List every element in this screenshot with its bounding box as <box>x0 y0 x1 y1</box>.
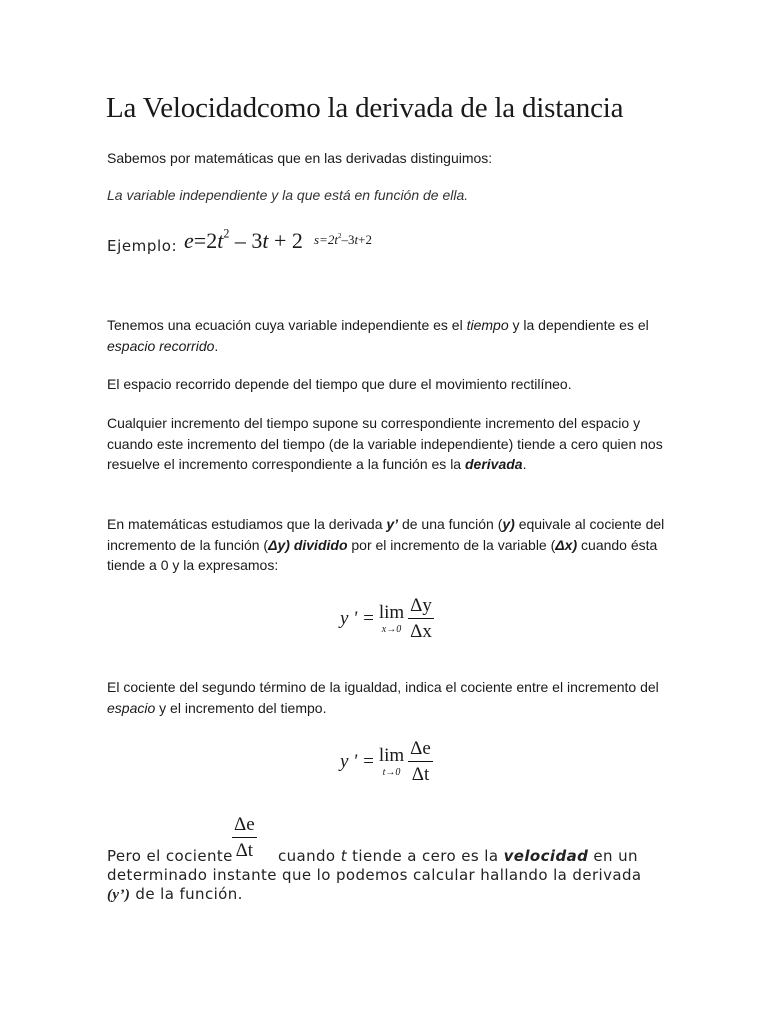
formula1-limit <box>379 603 404 635</box>
paragraph-math <box>107 514 667 576</box>
paragraph-quotient <box>107 677 667 718</box>
p3-end: . <box>214 337 219 354</box>
page-title: La Velocidadcomo la derivada de la distancia <box>106 92 624 124</box>
paragraph-intro: Sabemos por matemáticas que en las derivadas distinguimos: <box>107 150 493 166</box>
eq-lhs: e <box>184 228 194 253</box>
paragraph-depends: El espacio recorrido depende del tiempo que dure el movimiento rectilíneo. <box>107 376 572 392</box>
p3-text2: y la dependiente es el <box>508 317 649 333</box>
eq-small-text: s=2 <box>314 232 335 247</box>
eq-small-var2: t <box>354 232 359 247</box>
inline-num: Δe <box>234 814 255 835</box>
p6-text2: de una función ( <box>398 516 503 532</box>
example-label: Ejemplo: <box>107 237 178 255</box>
formula1-sub: x→0 <box>381 623 402 635</box>
p8-end: de la función. <box>130 885 243 903</box>
eq-small-term: –3 <box>341 232 355 247</box>
p3-tiempo: tiempo <box>466 317 509 333</box>
formula2-lim: lim <box>378 744 405 766</box>
p8-t: t <box>340 847 347 865</box>
p7-espacio: espacio <box>107 699 156 716</box>
eq-small-var: t <box>334 232 338 247</box>
paragraph-increment <box>107 413 667 475</box>
formula2-num: Δe <box>410 738 431 759</box>
p7-end: y el incremento del tiempo. <box>155 699 327 716</box>
p8-velocidad: velocidad <box>503 847 589 865</box>
p6-end: cuando ésta tiende a 0 y la expresamos: <box>107 536 658 573</box>
p3-text: Tenemos una ecuación cuya variable independiente es el <box>107 317 467 333</box>
formula2-sub: t→0 <box>382 766 401 778</box>
eq-exp: 2 <box>223 226 230 241</box>
limit-formula-t <box>340 739 433 784</box>
p8-yprime: (y’) <box>107 887 131 903</box>
example-equation-small <box>314 232 372 248</box>
p6-text4: por el incremento de la variable ( <box>347 536 556 553</box>
paragraph-equation <box>107 315 667 356</box>
formula2-den: Δt <box>411 764 430 785</box>
p7-text: El cociente del segundo término de la igualdad, indica el cociente entre el incremento del <box>107 679 659 695</box>
p6-dividido: Δy) dividido <box>268 536 348 553</box>
eq-small-exp: 2 <box>337 231 342 240</box>
formula2-lhs: y ' = <box>340 750 375 772</box>
formula1-lim: lim <box>378 601 405 623</box>
formula2-fraction <box>408 739 433 784</box>
formula2-limit <box>379 746 404 778</box>
eq-coef: 2 <box>206 228 218 253</box>
p6-yprime: y’ <box>386 516 399 532</box>
p6-text: En matemáticas estudiamos que la derivada <box>107 516 387 532</box>
p8-text4: en un determinado instante que lo podemos calcular hallando la derivada <box>107 847 642 884</box>
formula1-num: Δy <box>410 595 432 616</box>
p6-y: y) <box>502 516 515 532</box>
limit-formula-x <box>340 596 434 641</box>
eq-equals: = <box>193 228 207 253</box>
p5-end: . <box>522 456 527 472</box>
formula1-den: Δx <box>410 621 432 642</box>
p5-derivada: derivada <box>464 456 523 472</box>
eq-var2: t <box>262 228 269 253</box>
eq-var: t <box>217 228 224 253</box>
formula1-lhs: y ' = <box>340 607 375 629</box>
formula1-fraction <box>408 596 434 641</box>
eq-small-tail: +2 <box>358 232 373 247</box>
p3-espacio: espacio recorrido <box>107 337 215 354</box>
p6-text3: equivale al cociente del incremento de la función ( <box>107 516 665 553</box>
paragraph-variables: La variable independiente y la que está en función de ella. <box>107 187 469 203</box>
eq-term: – 3 <box>234 228 263 253</box>
example-equation <box>184 228 303 254</box>
eq-tail: + 2 <box>273 228 303 253</box>
p6-dx: Δx) <box>555 536 578 553</box>
p5-text: Cualquier incremento del tiempo supone su correspondiente incremento del espacio y cuando este incremento del tiempo (de la variable independiente) tiende a cero quien nos resuelve el incremento correspondiente a la función es la <box>107 415 663 472</box>
p8-text: Pero el cociente <box>107 847 238 865</box>
p8-text3: tiende a cero es la <box>346 847 504 865</box>
inline-den: Δt <box>235 840 254 861</box>
p8-text2: cuando <box>277 847 341 865</box>
paragraph-velocity <box>107 847 667 905</box>
